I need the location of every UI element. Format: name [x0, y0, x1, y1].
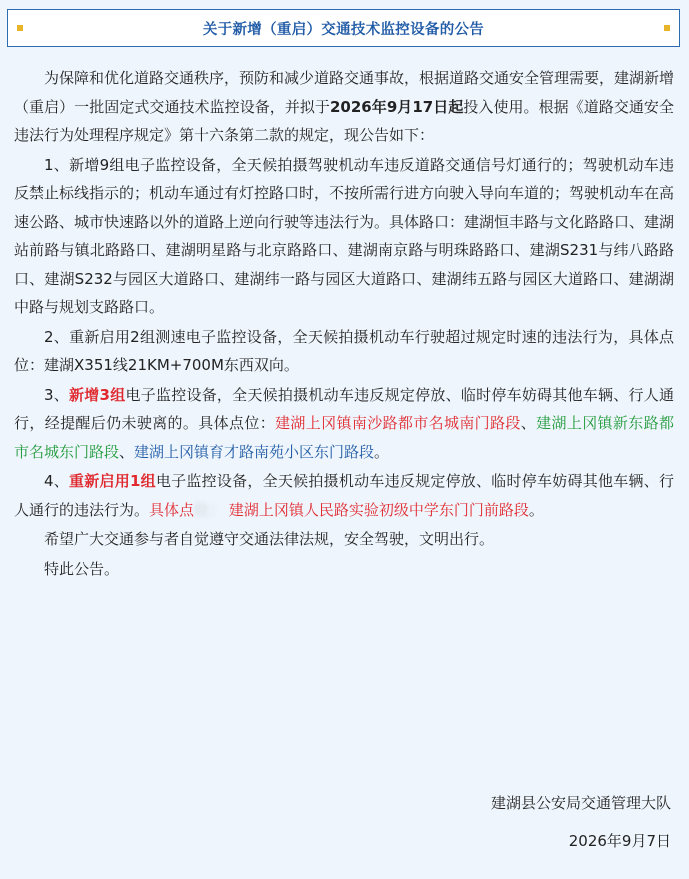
corner-marker-left: [17, 25, 23, 31]
page-title: 关于新增（重启）交通技术监控设备的公告: [202, 21, 485, 38]
item-4: [14, 467, 674, 524]
item-3-text: 电子监控设备，全天候拍摄机动车违反规定停放、临时停车妨碍其他车辆、行人通行，经提醒后仍未驶离的。具体点位：: [14, 385, 675, 432]
signature-date: 2026年9月7日: [568, 832, 671, 850]
obscured-text: 位：: [194, 500, 225, 519]
title-bar: [7, 9, 680, 47]
location-blue: 建湖上冈镇育才路南苑小区东门路段: [134, 442, 375, 461]
announcement-body: [14, 64, 674, 584]
location-red-2: 建湖上冈镇人民路实验初级中学东门门前路段: [228, 500, 529, 519]
intro-text: 为保障和优化道路交通秩序，预防和减少道路交通事故，根据道路交通安全管理需要，建湖新增（重启）一批固定式交通技术监控设备，并拟于: [14, 69, 675, 116]
effective-date: 2026年9月17日起: [329, 97, 464, 116]
item-4-label: 具体点: [149, 500, 195, 519]
intro-paragraph: [14, 64, 674, 150]
item-4-end: 。: [528, 500, 544, 519]
corner-marker-right: [664, 25, 670, 31]
item-3-end: 。: [374, 442, 390, 461]
item-3-highlight: 新增3组: [69, 385, 126, 404]
location-red: 建湖上冈镇南沙路都市名城南门路段: [275, 414, 521, 432]
item-4-prefix: 4、: [44, 472, 70, 490]
item-1: 1、新增9组电子监控设备，全天候拍摄驾驶机动车违反道路交通信号灯通行的；驾驶机动车违反禁止标线指示的；机动车通过有灯控路口时，不按所需行进方向驶入导向车道的；驾驶机动车在高速公路、城市快速路以外的道路上逆向行驶等违法行为。具体路口：建湖恒丰路与文化路路口、建湖站前路与镇北路路口、建湖明星路与北京路路口、建湖南京路与明珠路路口、建湖S231与纬八路路口、建湖S232与园区大道路口、建湖纬一路与园区大道路口、建湖纬五路与园区大道路口、建湖湖中路与规划支路路口。: [14, 155, 675, 316]
intro-text-2: 投入使用。根据《道路交通安全违法行为处理程序规定》第十六条第二款的规定，现公告如下：: [14, 97, 674, 144]
signature-org: 建湖县公安局交通管理大队: [490, 794, 671, 812]
notice-line: 特此公告。: [44, 559, 120, 578]
item-2: 2、重新启用2组测速电子监控设备，全天候拍摄机动车行驶超过规定时速的违法行为，具体点位：建湖X351线21KM+700M东西双向。: [14, 327, 674, 374]
item-3-prefix: 3、: [44, 385, 70, 404]
location-green: 建湖上冈镇新东路都市名城东门路段: [14, 414, 674, 461]
item-4-text: 电子监控设备，全天候拍摄机动车违反规定停放、临时停车妨碍其他车辆、行人通行的违法行为。: [14, 472, 674, 519]
separator: 、: [119, 442, 135, 461]
item-4-highlight: 重新启用1组: [69, 472, 156, 490]
item-3: [14, 381, 674, 467]
separator: 、: [520, 414, 537, 432]
closing-paragraph: 希望广大交通参与者自觉遵守交通法律法规，安全驾驶，文明出行。: [44, 530, 495, 548]
